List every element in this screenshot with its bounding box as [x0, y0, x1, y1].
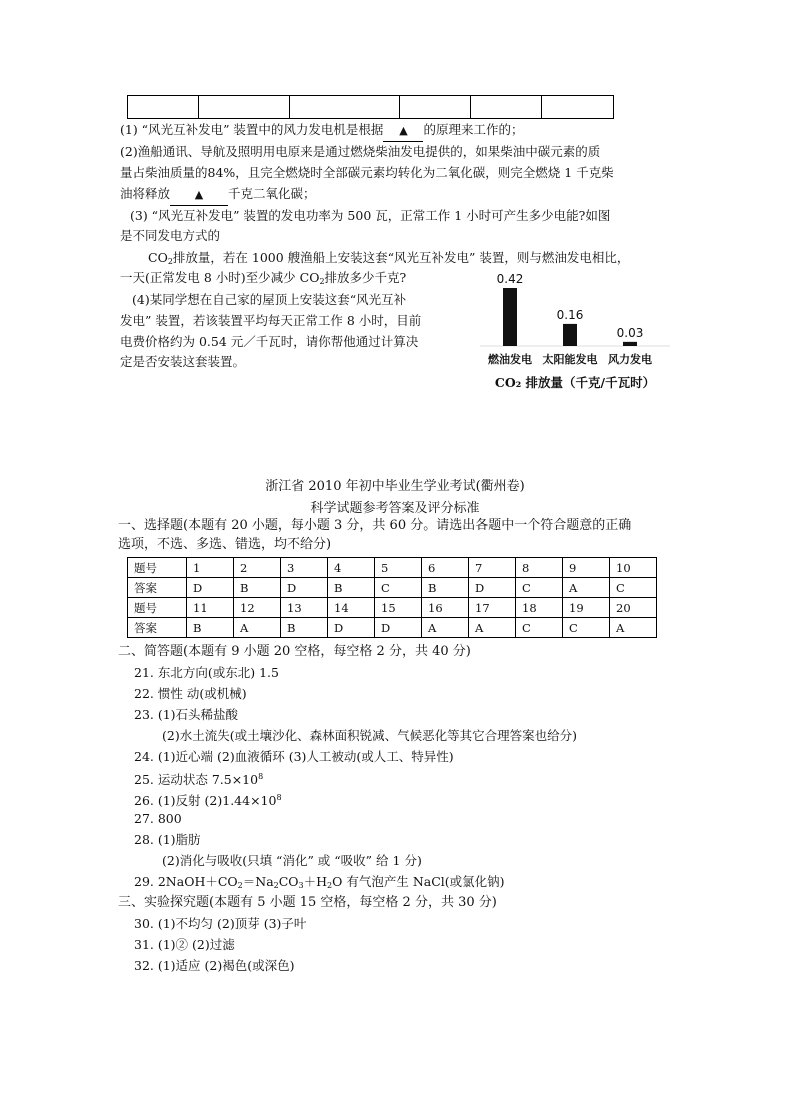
- table-cell: C: [563, 618, 610, 638]
- question-2-line-3: [120, 184, 316, 206]
- table-cell: 16: [422, 598, 469, 618]
- table-cell: D: [375, 618, 422, 638]
- superscript: 8: [258, 772, 264, 781]
- question-1: [120, 120, 523, 142]
- question-3-line-2: 是不同发电方式的: [120, 228, 221, 243]
- table-cell: B: [281, 618, 328, 638]
- chart-category-label: 太阳能发电: [542, 353, 598, 366]
- answer-text: CO: [278, 874, 299, 889]
- answer-text: 29. 2NaOH＋CO: [134, 874, 238, 889]
- table-cell: A: [610, 618, 657, 638]
- table-cell: A: [422, 618, 469, 638]
- table-cell: 2: [234, 558, 281, 578]
- table-cell: B: [187, 618, 234, 638]
- table-cell: C: [516, 578, 563, 598]
- question-2-line-1: (2)渔船通讯、导航及照明用电原来是通过燃烧柴油发电提供的，如果柴油中碳元素的质: [120, 144, 601, 159]
- section-3-heading: 三、实验探究题(本题有 5 小题 15 空格，每空格 2 分，共 30 分): [118, 895, 497, 910]
- table-cell: 9: [563, 558, 610, 578]
- question-2-text: 油将释放: [120, 186, 171, 201]
- subscript: 2: [237, 881, 243, 890]
- chart-bar: [623, 342, 637, 346]
- question-3-text: 一天(正常发电 8 小时)至少减少 CO: [120, 270, 320, 285]
- table-cell: 1: [187, 558, 234, 578]
- answer-28-2: (2)消化与吸收(只填 “消化” 或 “吸收” 给 1 分): [162, 853, 422, 868]
- table-row-header: 答案: [128, 578, 187, 598]
- table-cell: 6: [422, 558, 469, 578]
- answer-key-subtitle: 科学试题参考答案及评分标准: [310, 501, 480, 516]
- answer-32: 32. (1)适应 (2)褐色(或深色): [134, 958, 295, 973]
- chart-data-label: 0.42: [496, 272, 524, 286]
- question-3-text: 排放量，若在 1000 艘渔船上安装这套“风光互补发电” 装置，则与燃油发电相比，: [172, 250, 630, 265]
- answer-31: 31. (1)② (2)过滤: [134, 937, 235, 952]
- empty-answer-table: [127, 95, 614, 119]
- table-cell: 12: [234, 598, 281, 618]
- question-2-line-2: 量占柴油质量的84%，且完全燃烧时全部碳元素均转化为二氧化碳，则完全燃烧 1 千克柴: [120, 165, 614, 180]
- table-cell: 20: [610, 598, 657, 618]
- table-cell: 5: [375, 558, 422, 578]
- question-4-line-3: 电费价格约为 0.54 元／千瓦时，请你帮他通过计算决: [120, 334, 419, 349]
- table-cell: 13: [281, 598, 328, 618]
- table-row: [128, 558, 657, 578]
- chart-title: CO₂ 排放量（千克/千瓦时）: [494, 375, 656, 390]
- table-cell: [542, 96, 614, 119]
- table-cell: B: [422, 578, 469, 598]
- table-cell: [471, 96, 542, 119]
- table-cell: 15: [375, 598, 422, 618]
- table-cell: 10: [610, 558, 657, 578]
- chart-data-label: 0.16: [556, 307, 584, 322]
- answer-21: 21. 东北方向(或东北) 1.5: [134, 665, 279, 680]
- chart-bar: [503, 288, 517, 346]
- answer-text: O 有气泡产生 NaCl(或氯化钠): [332, 874, 505, 889]
- subscript: 2: [273, 881, 279, 890]
- answer-22: 22. 惯性 动(或机械): [134, 686, 247, 701]
- table-row-header: 题号: [128, 598, 187, 618]
- table-row-header: 答案: [128, 618, 187, 638]
- table-row: [128, 96, 614, 119]
- answer-23-1: 23. (1)石头稀盐酸: [134, 707, 239, 722]
- chart-bar: [563, 324, 577, 346]
- chart-category-label: 燃油发电: [488, 353, 532, 366]
- table-cell: D: [469, 578, 516, 598]
- superscript: 8: [276, 793, 282, 802]
- answer-27: 27. 800: [134, 811, 182, 826]
- table-cell: D: [187, 578, 234, 598]
- table-cell: 18: [516, 598, 563, 618]
- question-1-text-end: 的原理来工作的；: [423, 122, 524, 137]
- answer-key-title: 浙江省 2010 年初中毕业生学业考试(衢州卷): [265, 479, 525, 494]
- chart-category-label: 风力发电: [608, 353, 652, 366]
- table-cell: [128, 96, 199, 119]
- answer-blank: [170, 184, 228, 206]
- answer-text: ＝Na: [242, 874, 274, 889]
- table-cell: 19: [563, 598, 610, 618]
- chart-data-label: 0.03: [616, 325, 644, 340]
- co2-text: CO: [148, 250, 168, 265]
- question-4-line-2: 发电” 装置，若该装置平均每天正常工作 8 小时，目前: [120, 313, 422, 328]
- table-cell: 8: [516, 558, 563, 578]
- question-2-text-end: 千克二氧化碳；: [228, 186, 316, 201]
- subscript: 2: [167, 257, 173, 266]
- answer-blank: [383, 120, 423, 142]
- answer-text: 26. (1)反射 (2)1.44×10: [134, 793, 277, 808]
- section-2-heading: 二、简答题(本题有 9 小题 20 空格，每空格 2 分，共 40 分): [118, 644, 471, 659]
- triangle-icon: ▲: [194, 188, 204, 201]
- table-cell: A: [563, 578, 610, 598]
- table-cell: 3: [281, 558, 328, 578]
- question-4-line-1: (4)某同学想在自己家的屋顶上安装这套“风光互补: [132, 292, 407, 307]
- answer-30: 30. (1)不均匀 (2)顶芽 (3)子叶: [134, 916, 307, 931]
- question-3-line-1: (3) “风光互补发电” 装置的发电功率为 500 瓦，正常工作 1 小时可产生多少电能?如图: [130, 208, 611, 223]
- answer-table: [127, 557, 657, 638]
- table-cell: 11: [187, 598, 234, 618]
- section-1-heading-cont: 选项，不选、多选、错选，均不给分): [118, 537, 332, 552]
- subscript: 2: [327, 881, 333, 890]
- table-row-header: 题号: [128, 558, 187, 578]
- question-3-text-end: 排放多少千克?: [324, 270, 407, 285]
- table-cell: A: [469, 618, 516, 638]
- table-cell: B: [328, 578, 375, 598]
- table-cell: 14: [328, 598, 375, 618]
- table-cell: A: [234, 618, 281, 638]
- table-cell: 7: [469, 558, 516, 578]
- table-cell: 4: [328, 558, 375, 578]
- table-cell: C: [610, 578, 657, 598]
- table-cell: 17: [469, 598, 516, 618]
- table-cell: D: [328, 618, 375, 638]
- answer-24: 24. (1)近心端 (2)血液循环 (3)人工被动(或人工、特异性): [134, 749, 454, 764]
- table-row: [128, 618, 657, 638]
- table-row: [128, 598, 657, 618]
- question-4-line-4: 定是否安装这套装置。: [120, 354, 246, 369]
- triangle-icon: ▲: [399, 124, 408, 137]
- question-3-line-4: [120, 268, 406, 292]
- answer-25: [134, 767, 263, 790]
- answer-28-1: 28. (1)脂肪: [134, 832, 201, 847]
- subscript: 2: [319, 277, 325, 286]
- question-1-text: (1) “风光互补发电” 装置中的风力发电机是根据: [120, 122, 384, 137]
- answer-text: 25. 运动状态 7.5×10: [134, 772, 259, 787]
- table-cell: C: [516, 618, 563, 638]
- subscript: 3: [298, 881, 304, 890]
- answer-text: ＋H: [303, 874, 328, 889]
- answer-26: [134, 788, 282, 811]
- table-cell: D: [281, 578, 328, 598]
- answer-23-2: (2)水土流失(或土壤沙化、森林面积锐减、气候恶化等其它合理答案也给分): [162, 728, 577, 743]
- table-cell: [400, 96, 471, 119]
- table-cell: C: [375, 578, 422, 598]
- table-cell: [199, 96, 290, 119]
- co2-emission-chart: [470, 268, 680, 394]
- table-cell: [290, 96, 400, 119]
- section-1-heading: 一、选择题(本题有 20 小题，每小题 3 分，共 60 分。请选出各题中一个符合题意的正确: [118, 518, 632, 533]
- table-cell: B: [234, 578, 281, 598]
- table-row: [128, 578, 657, 598]
